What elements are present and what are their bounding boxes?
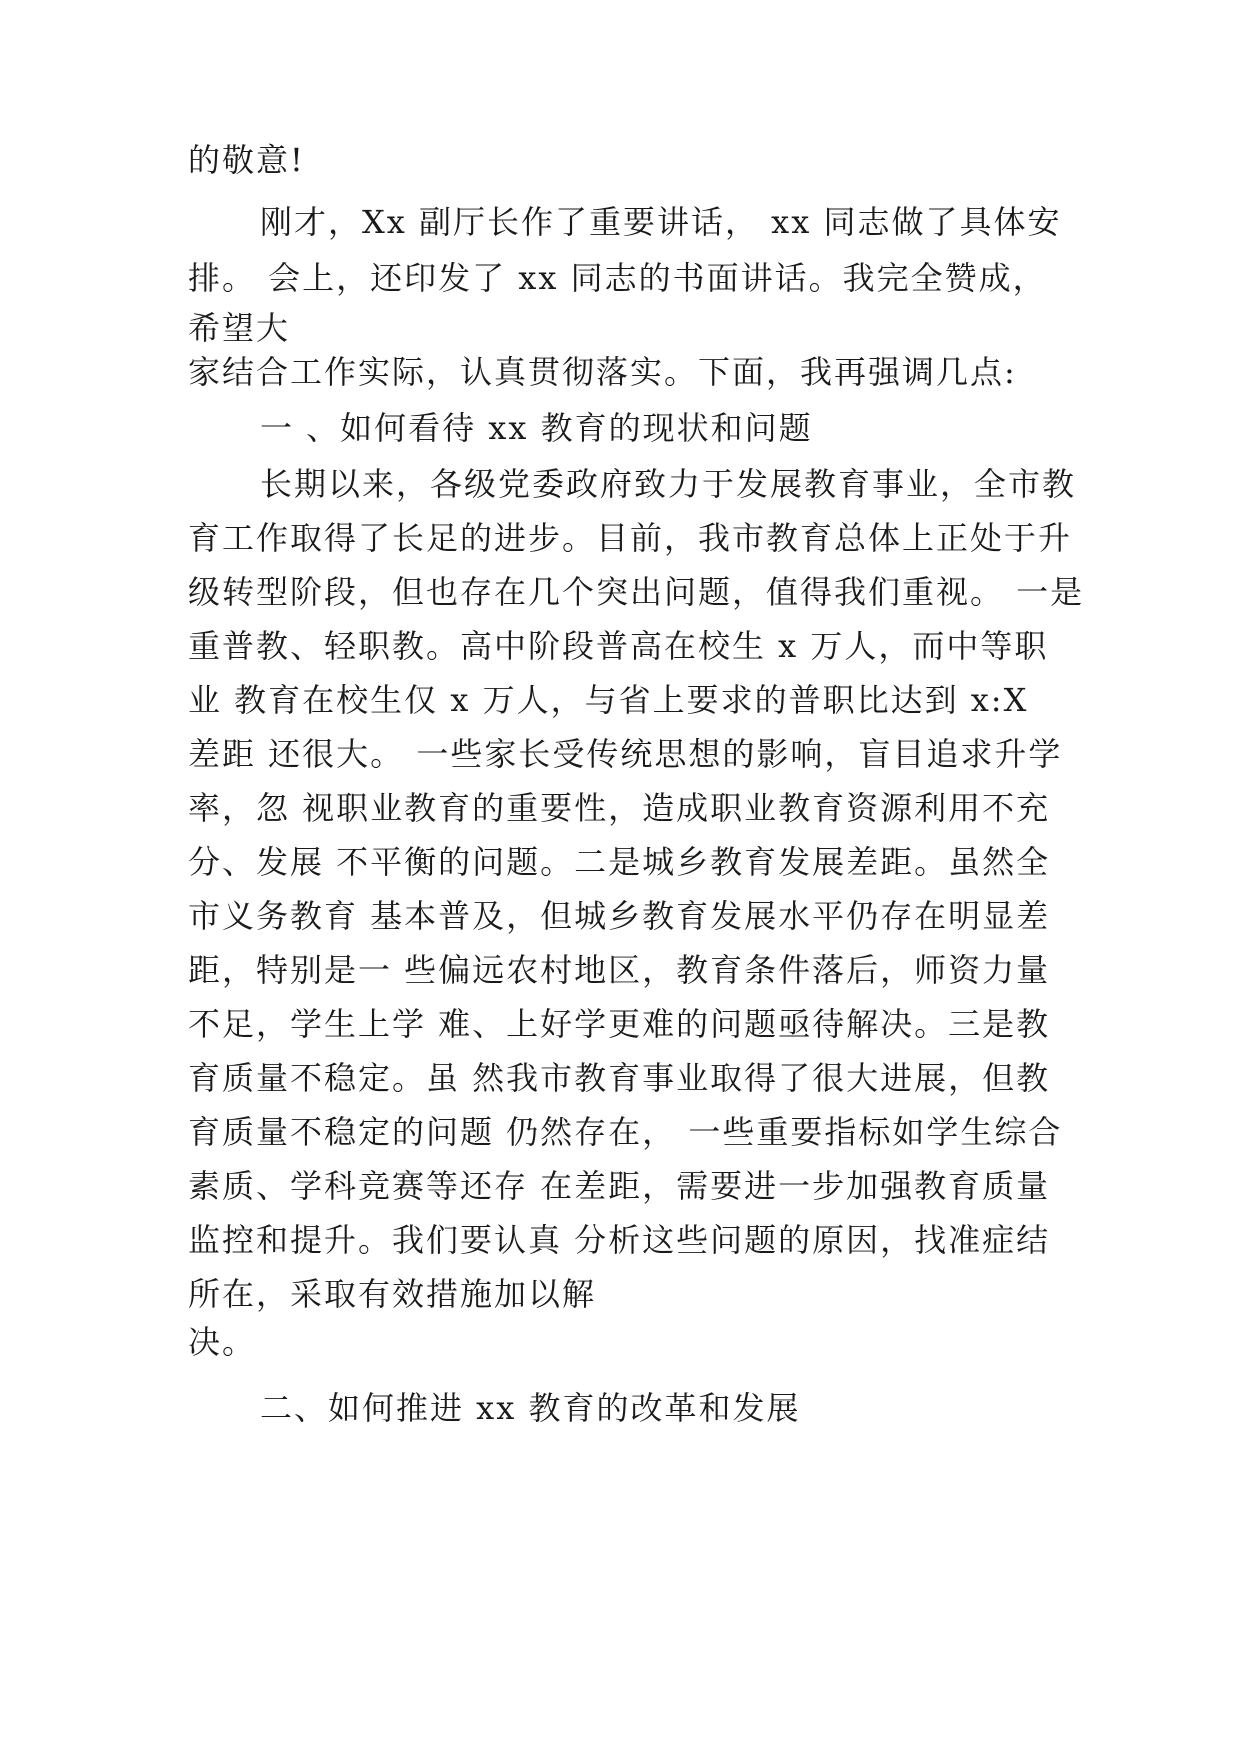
text-line: 希望大 — [188, 309, 291, 347]
text-line: 所在，采取有效措施加以解 — [188, 1275, 597, 1313]
text-line: 排。 会上，还印发了 xx 同志的书面讲话。我完全赞成， — [188, 259, 1047, 297]
section-heading: 一 、如何看待 xx 教育的现状和问题 — [260, 409, 813, 447]
text-line: 家结合工作实际，认真贯彻落实。下面，我再强调几点: — [188, 353, 1017, 391]
text-line: 分、发展 不平衡的问题。二是城乡教育发展差距。虽然全 — [188, 843, 1051, 881]
text-line: 育工作取得了长足的进步。目前，我市教育总体上正处于升 — [188, 519, 1073, 557]
text-line: 育质量不稳定的问题 仍然存在， 一些重要指标如学生综合 — [188, 1113, 1063, 1151]
text-line: 重普教、轻职教。高中阶段普高在校生 x 万人，而中等职 — [188, 627, 1049, 665]
section-heading: 二、如何推进 xx 教育的改革和发展 — [260, 1389, 801, 1427]
text-line: 育质量不稳定。虽 然我市教育事业取得了很大进展，但教 — [188, 1059, 1051, 1097]
text-line: 级转型阶段，但也存在几个突出问题，值得我们重视。 一是 — [188, 573, 1085, 611]
text-line: 距，特别是一 些偏远农村地区，教育条件落后，师资力量 — [188, 951, 1051, 989]
text-line: 长期以来，各级党委政府致力于发展教育事业，全市教 — [260, 465, 1077, 503]
text-line: 市义务教育 基本普及，但城乡教育发展水平仍存在明显差 — [188, 897, 1051, 935]
text-line: 监控和提升。我们要认真 分析这些问题的原因，找准症结 — [188, 1221, 1051, 1259]
text-line: 不足，学生上学 难、上好学更难的问题亟待解决。三是教 — [188, 1005, 1051, 1043]
text-line: 业 教育在校生仅 x 万人，与省上要求的普职比达到 x:X — [188, 681, 1029, 719]
text-line: 差距 还很大。 一些家长受传统思想的影响，盲目追求升学 — [188, 735, 1063, 773]
text-line: 的敬意! — [188, 141, 305, 179]
text-line: 刚才，Xx 副厅长作了重要讲话， xx 同志做了具体安 — [260, 203, 1062, 241]
text-line: 决。 — [188, 1323, 257, 1361]
text-line: 率，忽 视职业教育的重要性，造成职业教育资源利用不充 — [188, 789, 1051, 827]
text-line: 素质、学科竞赛等还存 在差距，需要进一步加强教育质量 — [188, 1167, 1051, 1205]
